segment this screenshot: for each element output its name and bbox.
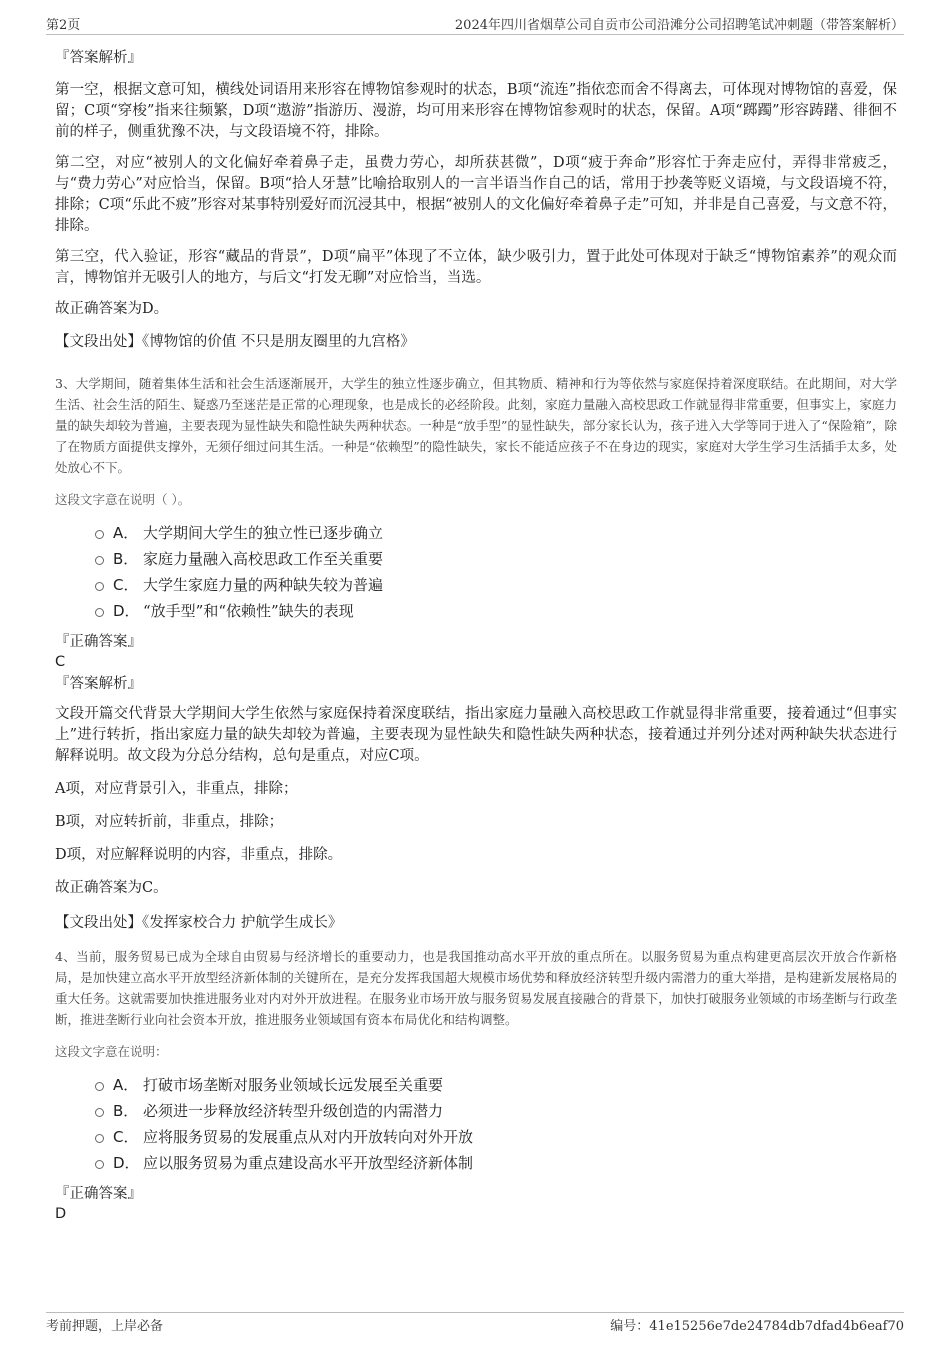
q3-note-a: A项，对应背景引入，非重点，排除； — [55, 781, 298, 797]
q3-note-d: D项，对应解释说明的内容，非重点，排除。 — [55, 847, 343, 863]
document-id: 编号：41e15256e7de24784db7dfad4b6eaf70 — [610, 1319, 904, 1334]
radio-icon[interactable] — [95, 1082, 104, 1091]
q4-prompt: 这段文字意在说明： — [55, 1044, 168, 1059]
q2-analysis-label: 『答案解析』 — [55, 50, 142, 66]
q4-options — [55, 1072, 897, 1176]
q3-question-text: 3、大学期间，随着集体生活和社会生活逐渐展开，大学生的独立性逐步确立，但其物质、精神和行为等依然与家庭保持着深度联结。在此期间，对大学生活、社会生活的陌生、疑惑乃至迷茫是正常的心理现象，也是成长的必经阶段。此刻，家庭力量融入高校思政工作就显得非常重要，但事实上，家庭力量的缺失却较为普遍，主要表现为显性缺失和隐性缺失两种状态。一种是“放手型”的显性缺失，部分家长认为，孩子进入大学等同于进入了“保险箱”，除了在物质方面提供支撑外，无须仔细过问其生活。一种是“依赖型”的隐性缺失，家长不能适应孩子不在身边的现实，家庭对大学生学习生活插手太多，处处放心不下。 — [55, 376, 897, 475]
radio-icon[interactable] — [95, 530, 104, 539]
q3-option-d[interactable]: D． “放手型”和“依赖性”缺失的表现 — [55, 598, 897, 624]
q3-answer: C — [55, 654, 66, 670]
q2-analysis-para-2: 第二空，对应“被别人的文化偏好牵着鼻子走，虽费力劳心，却所获甚微”，D项“疲于奔命”形容忙于奔走应付，弄得非常疲乏，与“费力劳心”对应恰当，保留。B项“拾人牙慧”比喻拾取别人的一言半语当作自己的话，常用于抄袭等贬义语境，与文段语境不符，排除；C项“乐此不疲”形容对某事特别爱好而沉浸其中，根据“被别人的文化偏好牵着鼻子走”可知，并非是自己喜爱，与文意不符，排除。 — [55, 155, 897, 234]
q3-analysis: 文段开篇交代背景大学期间大学生依然与家庭保持着深度联结，指出家庭力量融入高校思政工作就显得非常重要，接着通过“但事实上”进行转折，指出家庭力量的缺失却较为普遍，主要表现为显性缺失和隐性缺失两种状态，接着通过并列分述对两种缺失状态进行解释说明。故文段为分总分结构，总句是重点，对应C项。 — [55, 706, 897, 764]
q4-option-a[interactable]: A． 打破市场垄断对服务业领域长远发展至关重要 — [55, 1072, 897, 1098]
q3-answer-label: 『正确答案』 — [55, 634, 142, 650]
radio-icon[interactable] — [95, 608, 104, 617]
q3-prompt: 这段文字意在说明（ ）。 — [55, 492, 191, 507]
document-body — [55, 46, 897, 1224]
q3-analysis-label: 『答案解析』 — [55, 676, 142, 692]
q4-answer: D — [55, 1206, 67, 1222]
q4-option-c[interactable]: C． 应将服务贸易的发展重点从对内开放转向对外开放 — [55, 1124, 897, 1150]
q3-conclusion: 故正确答案为C。 — [55, 880, 168, 896]
q3-options — [55, 520, 897, 624]
q3-option-b[interactable]: B． 家庭力量融入高校思政工作至关重要 — [55, 546, 897, 572]
q3-source: 【文段出处】《发挥家校合力 护航学生成长》 — [55, 915, 343, 931]
q4-option-d[interactable]: D． 应以服务贸易为重点建设高水平开放型经济新体制 — [55, 1150, 897, 1176]
q2-source: 【文段出处】《博物馆的价值 不只是朋友圈里的九宫格》 — [55, 334, 415, 350]
page-header — [46, 14, 904, 35]
radio-icon[interactable] — [95, 1160, 104, 1169]
page-footer — [46, 1312, 904, 1333]
q3-option-c[interactable]: C． 大学生家庭力量的两种缺失较为普遍 — [55, 572, 897, 598]
footer-slogan: 考前押题，上岸必备 — [46, 1319, 164, 1334]
radio-icon[interactable] — [95, 1108, 104, 1117]
document-title: 2024年四川省烟草公司自贡市公司沿滩分公司招聘笔试冲刺题（带答案解析） — [454, 18, 904, 33]
radio-icon[interactable] — [95, 556, 104, 565]
q4-option-b[interactable]: B． 必须进一步释放经济转型升级创造的内需潜力 — [55, 1098, 897, 1124]
q3-note-b: B项，对应转折前，非重点，排除； — [55, 814, 284, 830]
q2-analysis-para-1: 第一空，根据文意可知，横线处词语用来形容在博物馆参观时的状态，B项“流连”指依恋而舍不得离去，可体现对博物馆的喜爱，保留；C项“穿梭”指来往频繁，D项“遨游”指游历、漫游，均可用来形容在博物馆参观时的状态，保留。A项“踯躅”形容踌躇、徘徊不前的样子，侧重犹豫不决，与文段语境不符，排除。 — [55, 82, 897, 140]
q4-question-text: 4、当前，服务贸易已成为全球自由贸易与经济增长的重要动力，也是我国推动高水平开放的重点所在。以服务贸易为重点构建更高层次开放合作新格局，是加快建立高水平开放型经济新体制的关键所在，是充分发挥我国超大规模市场优势和释放经济转型升级内需潜力的重大举措，是构建新发展格局的重大任务。这就需要加快推进服务业对内对外开放进程。在服务业市场开放与服务贸易发展直接融合的背景下，加快打破服务业领域的市场垄断与行政垄断，推进垄断行业向社会资本开放，推进服务业领域国有资本布局优化和结构调整。 — [55, 949, 897, 1027]
q4-answer-label: 『正确答案』 — [55, 1186, 142, 1202]
radio-icon[interactable] — [95, 582, 104, 591]
q2-conclusion: 故正确答案为D。 — [55, 301, 169, 317]
page-number: 第2页 — [46, 18, 81, 33]
q2-analysis-para-3: 第三空，代入验证，形容“藏品的背景”，D项“扁平”体现了不立体，缺少吸引力，置于此处可体现对于缺乏“博物馆素养”的观众而言，博物馆并无吸引人的地方，与后文“打发无聊”对应恰当，当选。 — [55, 249, 897, 286]
q3-option-a[interactable]: A． 大学期间大学生的独立性已逐步确立 — [55, 520, 897, 546]
radio-icon[interactable] — [95, 1134, 104, 1143]
